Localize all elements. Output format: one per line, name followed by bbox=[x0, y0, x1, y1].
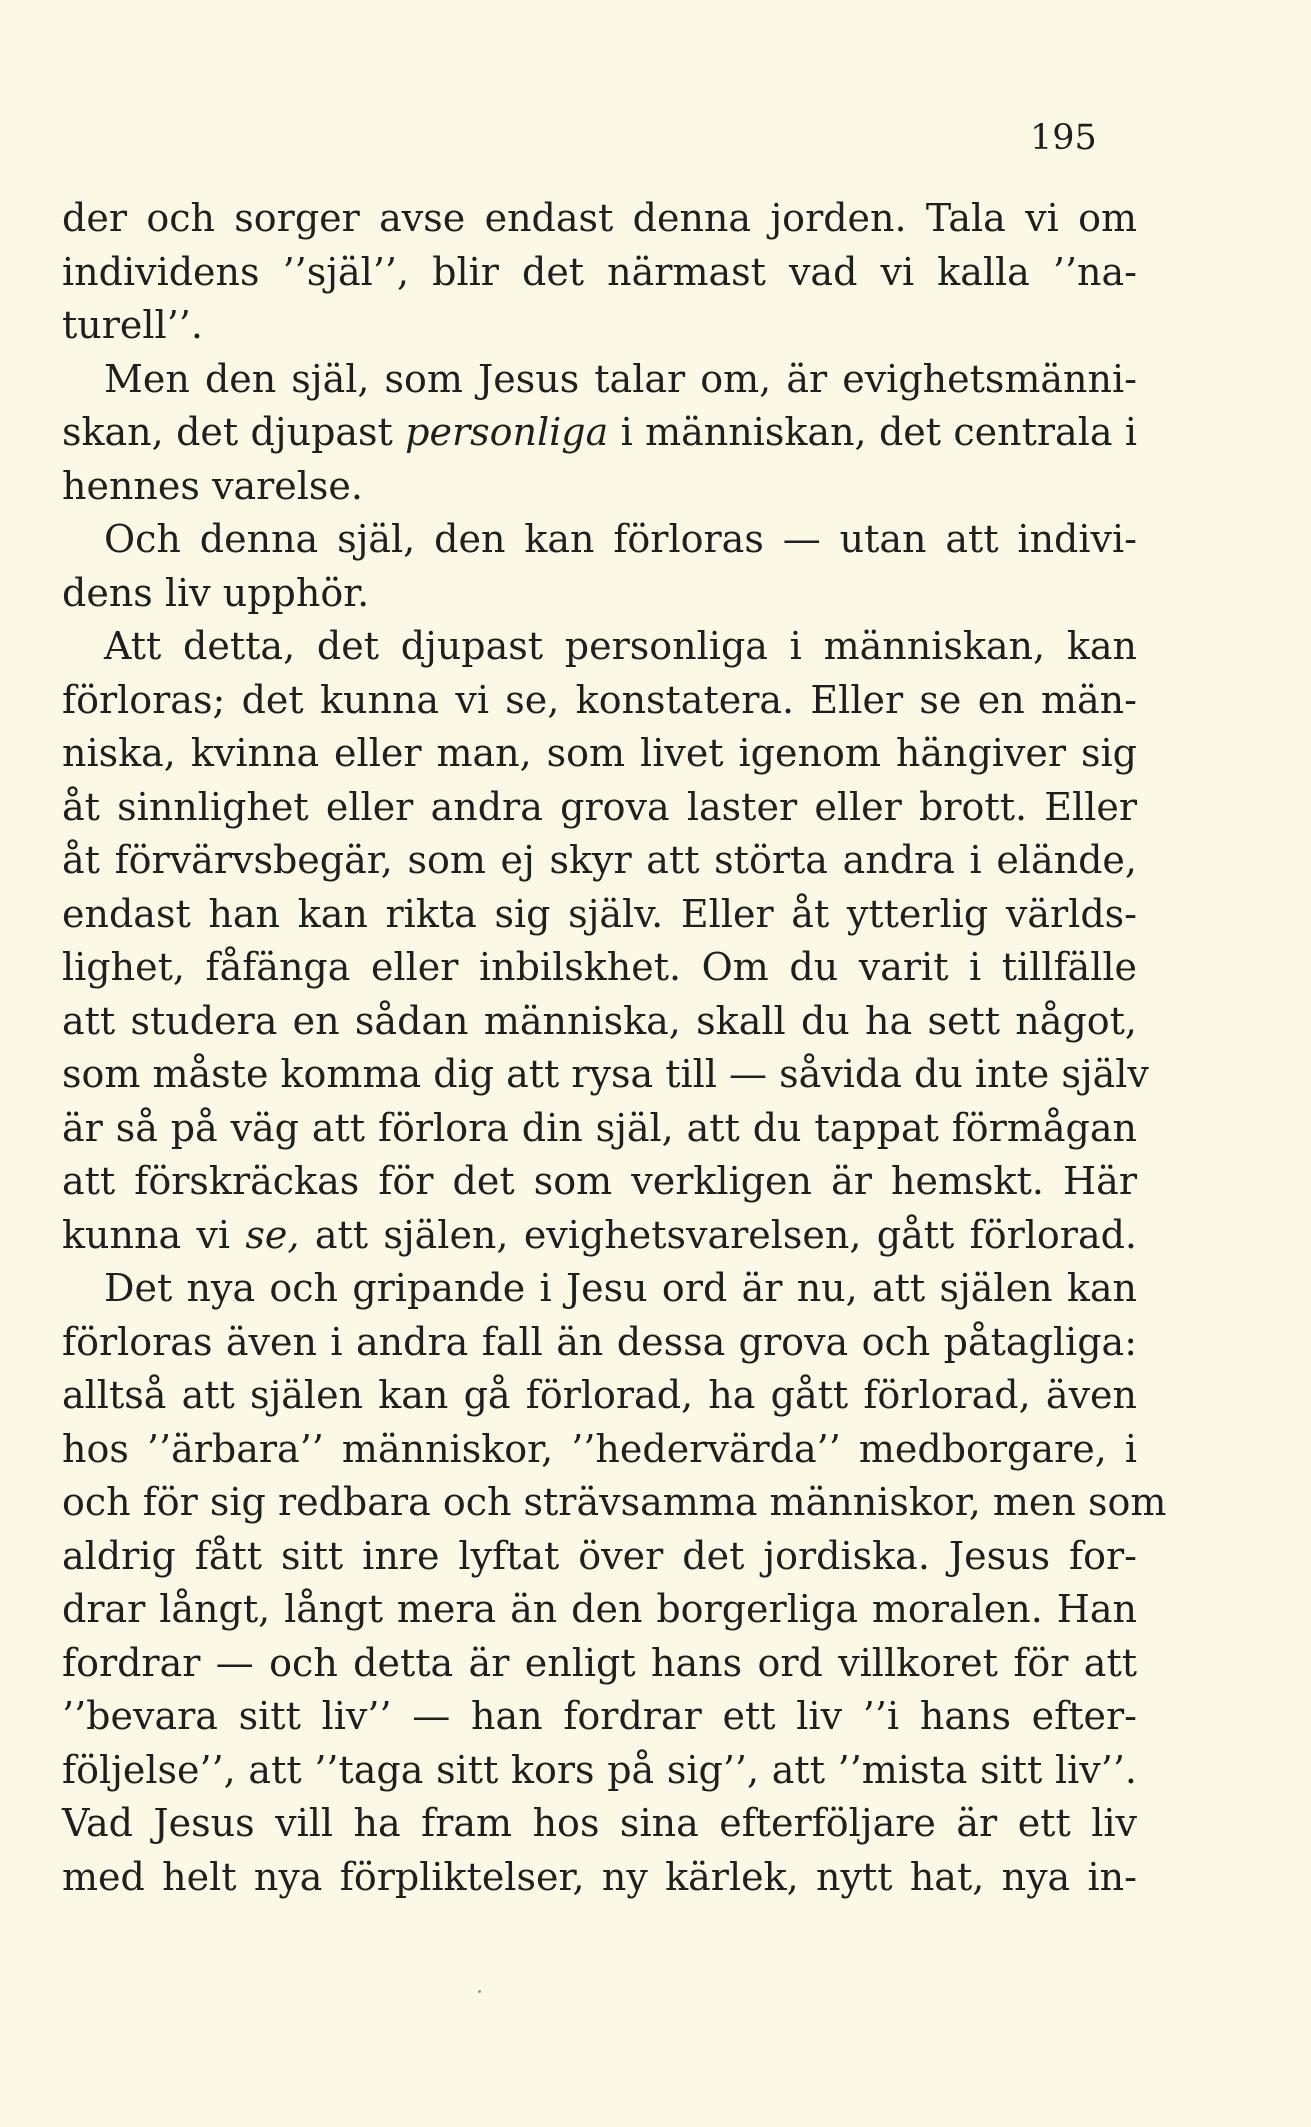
text-line bbox=[62, 1851, 1137, 1905]
line-text: förloras; det kunna vi se, konstatera. Eller se en män- bbox=[62, 677, 1137, 722]
text-line bbox=[62, 727, 1137, 781]
text-line bbox=[62, 1583, 1137, 1637]
text-line bbox=[62, 1209, 1137, 1263]
line-text: att förskräckas för det som verkligen är hemskt. Här bbox=[62, 1159, 1137, 1203]
line-text: lighet, fåfänga eller inbilskhet. Om du varit i tillfälle bbox=[62, 945, 1137, 989]
text-line bbox=[62, 674, 1137, 728]
line-text: aldrig fått sitt inre lyftat över det jordiska. Jesus for- bbox=[62, 1533, 1137, 1578]
line-text: individens ’’själ’’, blir det närmast vad vi kalla ’’na- bbox=[62, 249, 1137, 294]
line-text: fordrar — och detta är enligt hans ord villkoret för att bbox=[62, 1640, 1137, 1685]
line-text: skan, det djupast bbox=[62, 410, 406, 454]
line-text: turell’’. bbox=[62, 303, 203, 347]
text-line bbox=[62, 1316, 1137, 1370]
paper-speck bbox=[478, 1990, 481, 1993]
text-line bbox=[62, 995, 1137, 1049]
emphasized-word: se, bbox=[245, 1212, 300, 1257]
text-line bbox=[62, 941, 1137, 995]
text-line bbox=[62, 192, 1137, 246]
text-line bbox=[62, 1637, 1137, 1691]
text-line bbox=[62, 1262, 1137, 1316]
text-line bbox=[62, 834, 1137, 888]
line-text: och för sig redbara och strävsamma människor, men som bbox=[62, 1480, 1167, 1524]
text-line bbox=[62, 781, 1137, 835]
line-text: Att detta, det djupast personliga i människan, kan bbox=[104, 624, 1137, 668]
page-number: 195 bbox=[1030, 118, 1097, 158]
text-line bbox=[62, 246, 1137, 300]
line-text: att studera en sådan människa, skall du ha sett något, bbox=[62, 998, 1137, 1043]
line-text: Vad Jesus vill ha fram hos sina efterföljare är ett liv bbox=[62, 1801, 1137, 1845]
line-text: åt sinnlighet eller andra grova laster eller brott. Eller bbox=[62, 784, 1137, 829]
line-text: der och sorger avse endast denna jorden. Tala vi om bbox=[62, 196, 1137, 240]
text-line bbox=[62, 1690, 1137, 1744]
line-text: att själen, evighetsvarelsen, gått förlorad. bbox=[299, 1212, 1138, 1257]
text-line bbox=[62, 1102, 1137, 1156]
line-text: endast han kan rikta sig själv. Eller åt ytterlig världs- bbox=[62, 891, 1137, 936]
line-text: dens liv upphör. bbox=[62, 570, 370, 615]
line-text: Det nya och gripande i Jesu ord är nu, att själen kan bbox=[104, 1266, 1137, 1310]
text-line bbox=[62, 888, 1137, 942]
text-line bbox=[62, 353, 1137, 407]
text-line bbox=[62, 1369, 1137, 1423]
text-line bbox=[62, 567, 1137, 621]
line-text: Men den själ, som Jesus talar om, är evighetsmänni- bbox=[104, 356, 1137, 401]
line-text: som måste komma dig att rysa till — såvida du inte själv bbox=[62, 1052, 1149, 1096]
text-line bbox=[62, 299, 1137, 353]
line-text: följelse’’, att ’’taga sitt kors på sig’’, att ’’mista sitt liv’’. bbox=[62, 1747, 1137, 1792]
line-text: hos ’’ärbara’’ människor, ’’hedervärda’’ medborgare, i bbox=[62, 1426, 1137, 1471]
text-line bbox=[62, 1476, 1167, 1530]
text-line bbox=[62, 620, 1137, 674]
text-line bbox=[62, 406, 1137, 460]
text-line bbox=[62, 1744, 1137, 1798]
body-text bbox=[62, 192, 1167, 1904]
text-line bbox=[62, 460, 1137, 514]
line-text: förloras även i andra fall än dessa grova och påtagliga: bbox=[62, 1319, 1137, 1364]
line-text: åt förvärvsbegär, som ej skyr att störta andra i elände, bbox=[62, 838, 1137, 882]
text-line bbox=[62, 1423, 1137, 1477]
line-text: hennes varelse. bbox=[62, 463, 363, 508]
line-text: niska, kvinna eller man, som livet igenom hängiver sig bbox=[62, 731, 1137, 775]
text-line bbox=[62, 513, 1137, 567]
line-text: är så på väg att förlora din själ, att du tappat förmågan bbox=[62, 1105, 1137, 1150]
text-line bbox=[62, 1797, 1137, 1851]
emphasized-word: personliga bbox=[405, 410, 609, 454]
text-line bbox=[62, 1048, 1149, 1102]
line-text: alltså att själen kan gå förlorad, ha gått förlorad, även bbox=[62, 1373, 1137, 1417]
line-text: ’’bevara sitt liv’’ — han fordrar ett liv ’’i hans efter- bbox=[62, 1694, 1137, 1738]
line-text: drar långt, långt mera än den borgerliga moralen. Han bbox=[62, 1587, 1137, 1631]
line-text: Och denna själ, den kan förloras — utan att indivi- bbox=[104, 517, 1137, 561]
line-text: kunna vi bbox=[62, 1212, 246, 1257]
text-line bbox=[62, 1155, 1137, 1209]
text-line bbox=[62, 1530, 1137, 1584]
line-text: i människan, det centrala i bbox=[608, 410, 1137, 454]
line-text: med helt nya förpliktelser, ny kärlek, nytt hat, nya in- bbox=[62, 1854, 1137, 1899]
